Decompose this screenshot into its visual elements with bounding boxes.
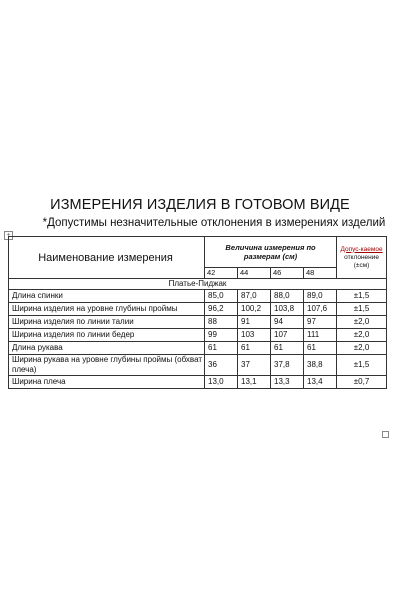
size-cell: 46 bbox=[271, 268, 304, 279]
row-value: 87,0 bbox=[238, 290, 271, 303]
row-name: Ширина рукава на уровне глубины проймы (обхват плеча) bbox=[9, 355, 205, 376]
row-name: Ширина плеча bbox=[9, 376, 205, 389]
header-size-values: Величина измерения по размерам (см) bbox=[205, 237, 337, 268]
header-measurement-name: Наименование измерения bbox=[9, 237, 205, 279]
table-row bbox=[9, 290, 387, 303]
document-title: ИЗМЕРЕНИЯ ИЗДЕЛИЯ В ГОТОВОМ ВИДЕ bbox=[50, 197, 350, 213]
row-value: 111 bbox=[304, 329, 337, 342]
table-row bbox=[9, 316, 387, 329]
row-name: Длина спинки bbox=[9, 290, 205, 303]
row-name: Ширина изделия по линии талии bbox=[9, 316, 205, 329]
row-value: 96,2 bbox=[205, 303, 238, 316]
row-value: 13,4 bbox=[304, 376, 337, 389]
row-value: 85,0 bbox=[205, 290, 238, 303]
table-row bbox=[9, 329, 387, 342]
header-tolerance-line1: Допус-каемое bbox=[340, 245, 383, 253]
row-value: 37 bbox=[238, 355, 271, 376]
row-value: 107,6 bbox=[304, 303, 337, 316]
table-header-row bbox=[9, 237, 387, 268]
size-cell: 44 bbox=[238, 268, 271, 279]
row-value: 88 bbox=[205, 316, 238, 329]
header-tolerance-line2: отклонение bbox=[344, 253, 379, 261]
section-title: Платье-Пиджак bbox=[9, 279, 387, 290]
measurements-table bbox=[8, 236, 387, 389]
row-name: Ширина изделия на уровне глубины проймы bbox=[9, 303, 205, 316]
row-value: 61 bbox=[304, 342, 337, 355]
row-value: 38,8 bbox=[304, 355, 337, 376]
header-tolerance bbox=[337, 237, 387, 279]
row-value: 61 bbox=[205, 342, 238, 355]
table-row bbox=[9, 355, 387, 376]
row-value: 94 bbox=[271, 316, 304, 329]
row-value: 13,1 bbox=[238, 376, 271, 389]
row-value: 36 bbox=[205, 355, 238, 376]
row-value: 97 bbox=[304, 316, 337, 329]
row-tolerance: ±2,0 bbox=[337, 342, 387, 355]
table-move-handle-icon[interactable]: + bbox=[4, 231, 13, 240]
size-cell: 42 bbox=[205, 268, 238, 279]
row-value: 89,0 bbox=[304, 290, 337, 303]
row-value: 107 bbox=[271, 329, 304, 342]
row-value: 99 bbox=[205, 329, 238, 342]
row-value: 13,0 bbox=[205, 376, 238, 389]
row-value: 61 bbox=[271, 342, 304, 355]
row-value: 100,2 bbox=[238, 303, 271, 316]
row-value: 103,8 bbox=[271, 303, 304, 316]
row-tolerance: ±2,0 bbox=[337, 329, 387, 342]
section-row bbox=[9, 279, 387, 290]
document-subtitle: *Допустимы незначительные отклонения в измерениях изделий bbox=[42, 217, 386, 229]
row-value: 103 bbox=[238, 329, 271, 342]
size-cell: 48 bbox=[304, 268, 337, 279]
row-value: 91 bbox=[238, 316, 271, 329]
row-tolerance: ±0,7 bbox=[337, 376, 387, 389]
row-value: 61 bbox=[238, 342, 271, 355]
row-tolerance: ±1,5 bbox=[337, 355, 387, 376]
table-row bbox=[9, 342, 387, 355]
header-tolerance-line3: (±см) bbox=[353, 261, 370, 269]
row-value: 37,8 bbox=[271, 355, 304, 376]
row-tolerance: ±1,5 bbox=[337, 303, 387, 316]
row-tolerance: ±1,5 bbox=[337, 290, 387, 303]
row-name: Ширина изделия по линии бедер bbox=[9, 329, 205, 342]
row-value: 88,0 bbox=[271, 290, 304, 303]
table-resize-handle-icon[interactable] bbox=[382, 431, 389, 438]
row-value: 13,3 bbox=[271, 376, 304, 389]
row-tolerance: ±2,0 bbox=[337, 316, 387, 329]
table-row bbox=[9, 303, 387, 316]
table-row bbox=[9, 376, 387, 389]
row-name: Длина рукава bbox=[9, 342, 205, 355]
